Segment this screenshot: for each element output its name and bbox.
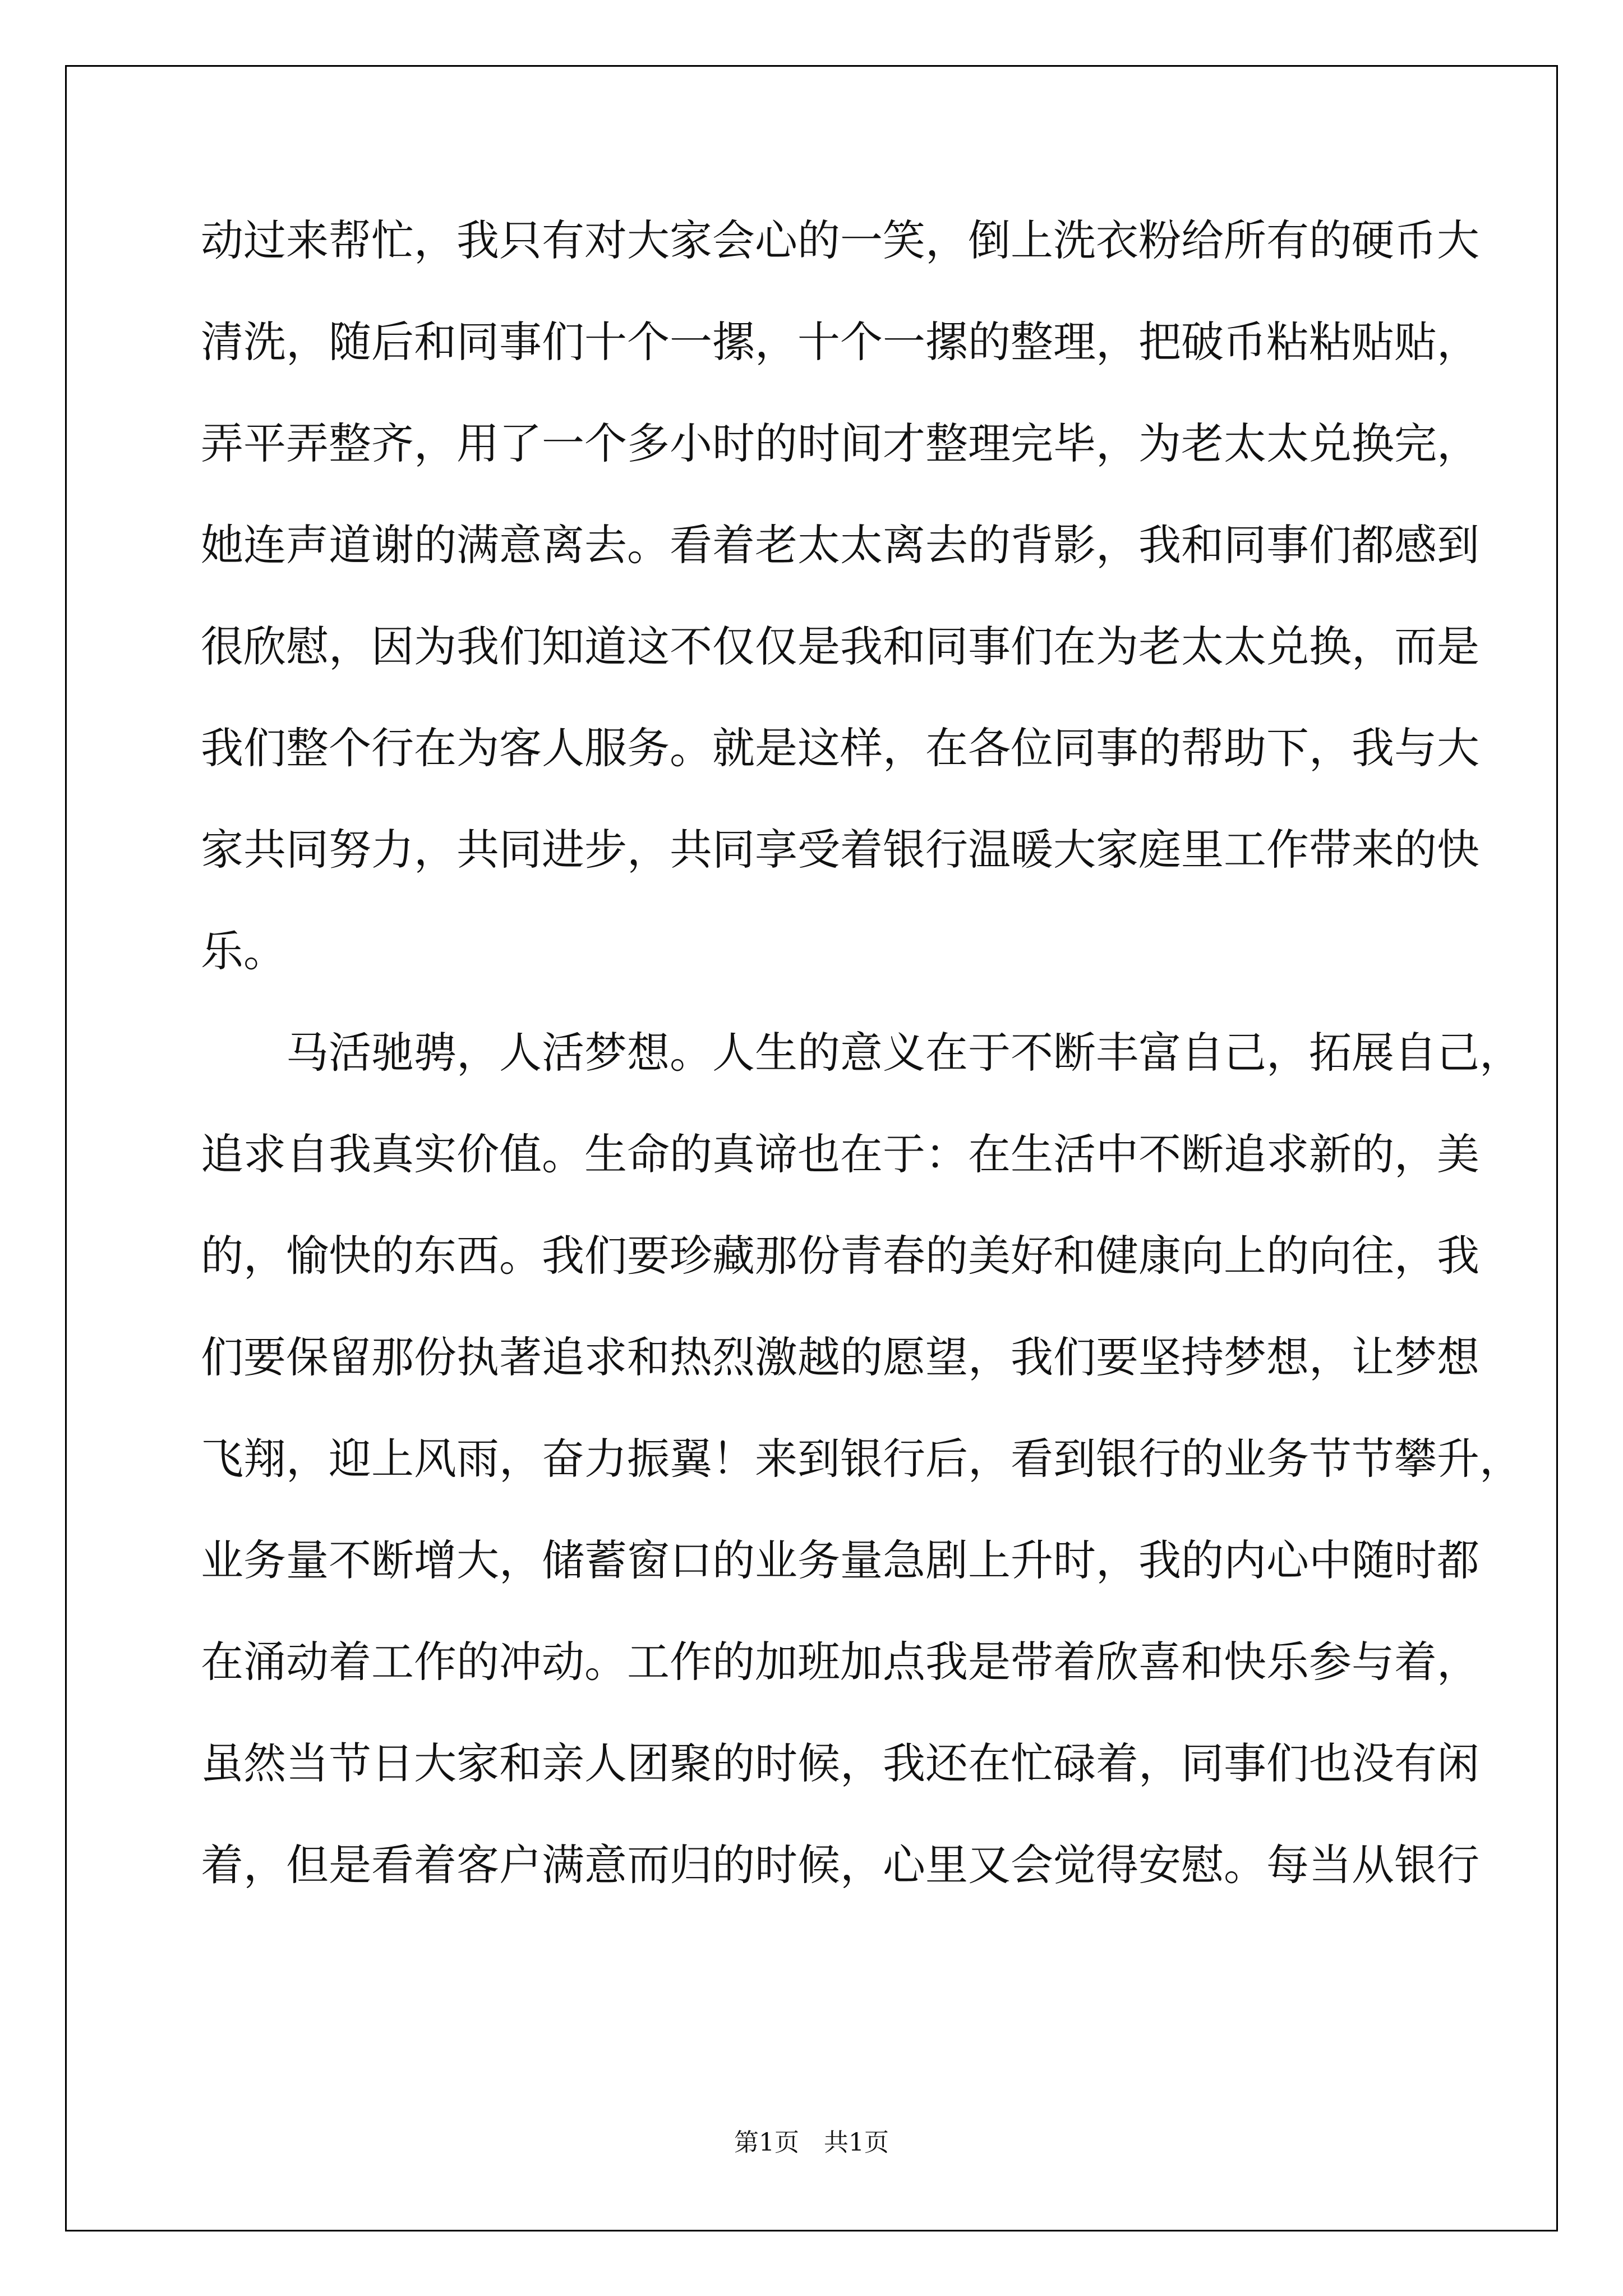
text-line: 弄平弄整齐，用了一个多小时的时间才整理完毕，为老太太兑换完， [201,418,1479,468]
text-line: 虽然当节日大家和亲人团聚的时候，我还在忙碌着，同事们也没有闲 [201,1738,1479,1788]
page-number-footer: 第1页 共1页 [734,2128,889,2157]
text-line: 追求自我真实价值。生命的真谛也在于：在生活中不断追求新的，美 [201,1129,1479,1179]
document-body [201,211,1522,1937]
text-line: 家共同努力，共同进步，共同享受着银行温暖大家庭里工作带来的快 [201,825,1479,875]
text-line: 业务量不断增大，储蓄窗口的业务量急剧上升时，我的内心中随时都 [201,1535,1479,1585]
text-line: 马活驰骋，人活梦想。人生的意义在于不断丰富自己，拓展自己， [201,1028,1522,1078]
text-line: 清洗，随后和同事们十个一摞，十个一摞的整理，把破币粘粘贴贴， [201,317,1479,367]
text-line: 乐。 [201,926,286,976]
text-line: 我们整个行在为客人服务。就是这样，在各位同事的帮助下，我与大 [201,723,1479,773]
text-line: 们要保留那份执著追求和热烈激越的愿望，我们要坚持梦想，让梦想 [201,1332,1479,1382]
text-line: 在涌动着工作的冲动。工作的加班加点我是带着欣喜和快乐参与着， [201,1637,1479,1687]
text-line: 动过来帮忙，我只有对大家会心的一笑，倒上洗衣粉给所有的硬币大 [201,215,1479,265]
text-line: 很欣慰，因为我们知道这不仅仅是我和同事们在为老太太兑换，而是 [201,622,1479,671]
text-line: 着，但是看着客户满意而归的时候，心里又会觉得安慰。每当从银行 [201,1840,1479,1890]
text-line: 飞翔，迎上风雨，奋力振翼！来到银行后，看到银行的业务节节攀升， [201,1434,1522,1484]
text-line: 的，愉快的东西。我们要珍藏那份青春的美好和健康向上的向往，我 [201,1231,1479,1281]
text-line: 她连声道谢的满意离去。看着老太太离去的背影，我和同事们都感到 [201,520,1479,570]
